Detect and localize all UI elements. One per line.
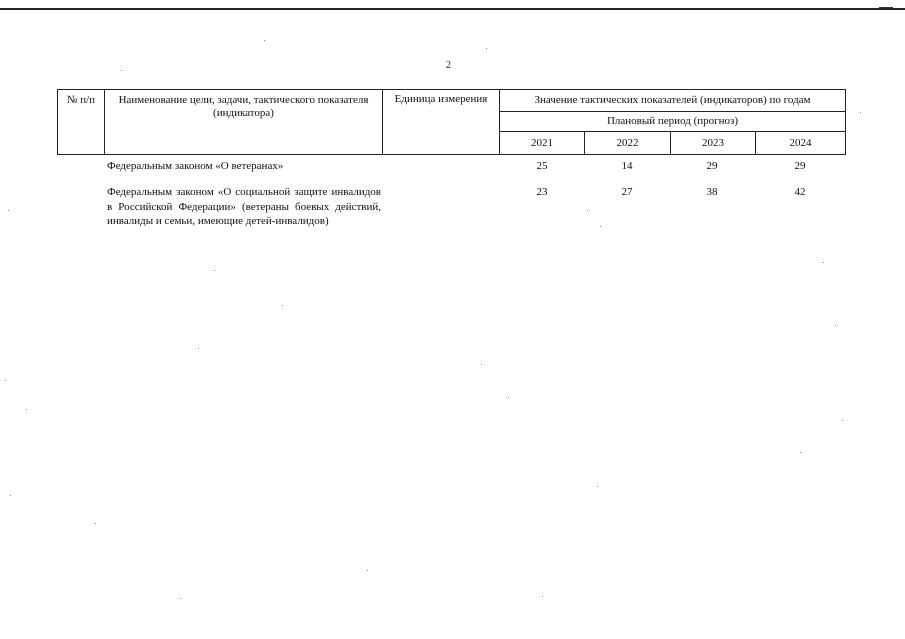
- top-rule-mark: [879, 7, 893, 8]
- scan-speck: [597, 486, 598, 487]
- scan-speck: [800, 452, 801, 453]
- scan-speck: [367, 570, 368, 571]
- scan-speck: [823, 262, 824, 263]
- scan-speck: [842, 420, 843, 421]
- row-value-2023: 38: [706, 186, 718, 198]
- col-header-year-2021: 2021: [500, 132, 585, 155]
- col-header-year-2022: 2022: [585, 132, 671, 155]
- scan-speck: [481, 364, 482, 365]
- scan-speck: [180, 598, 181, 599]
- col-header-unit: Единица измерения: [383, 90, 500, 155]
- scan-speck: [508, 397, 509, 398]
- row-name: Федеральным законом «О ветеранах»: [107, 160, 284, 172]
- scan-speck: [5, 380, 6, 381]
- top-rule: [0, 8, 905, 10]
- scan-speck: [198, 348, 199, 349]
- scan-speck: [121, 70, 122, 71]
- scan-speck: [860, 112, 861, 113]
- scan-speck: [486, 48, 487, 49]
- row-value-2021: 23: [536, 186, 548, 198]
- scan-speck: [835, 325, 836, 326]
- scan-speck: [542, 596, 543, 597]
- row-value-2022: 14: [621, 160, 633, 172]
- row-value-2024: 42: [794, 186, 806, 198]
- col-header-values: Значение тактических показателей (индикаторов) по годам: [500, 90, 846, 112]
- col-header-name: Наименование цели, задачи, тактического показателя (индикатора): [105, 90, 383, 155]
- indicators-table-header: [57, 89, 846, 155]
- row-value-2024: 29: [794, 160, 806, 172]
- scan-speck: [587, 210, 588, 211]
- row-name: Федеральным законом «О социальной защите инвалидов в Российской Федерации» (ветераны боевых действий, инвалиды и семьи, имеющие детей-инвалидов): [107, 186, 381, 227]
- col-header-period: Плановый период (прогноз): [500, 112, 846, 132]
- row-value-2023: 29: [706, 160, 718, 172]
- page-number: 2: [446, 60, 451, 71]
- scan-speck: [95, 523, 96, 524]
- scan-speck: [264, 40, 265, 41]
- scan-speck: [600, 226, 601, 227]
- col-header-number: № п/п: [58, 90, 105, 155]
- scan-speck: [214, 270, 215, 271]
- col-header-year-2023: 2023: [671, 132, 756, 155]
- scan-speck: [10, 495, 11, 496]
- scan-speck: [8, 210, 9, 211]
- row-value-2022: 27: [621, 186, 633, 198]
- scan-speck: [26, 409, 27, 410]
- scan-speck: [282, 305, 283, 306]
- row-value-2021: 25: [536, 160, 548, 172]
- col-header-year-2024: 2024: [756, 132, 846, 155]
